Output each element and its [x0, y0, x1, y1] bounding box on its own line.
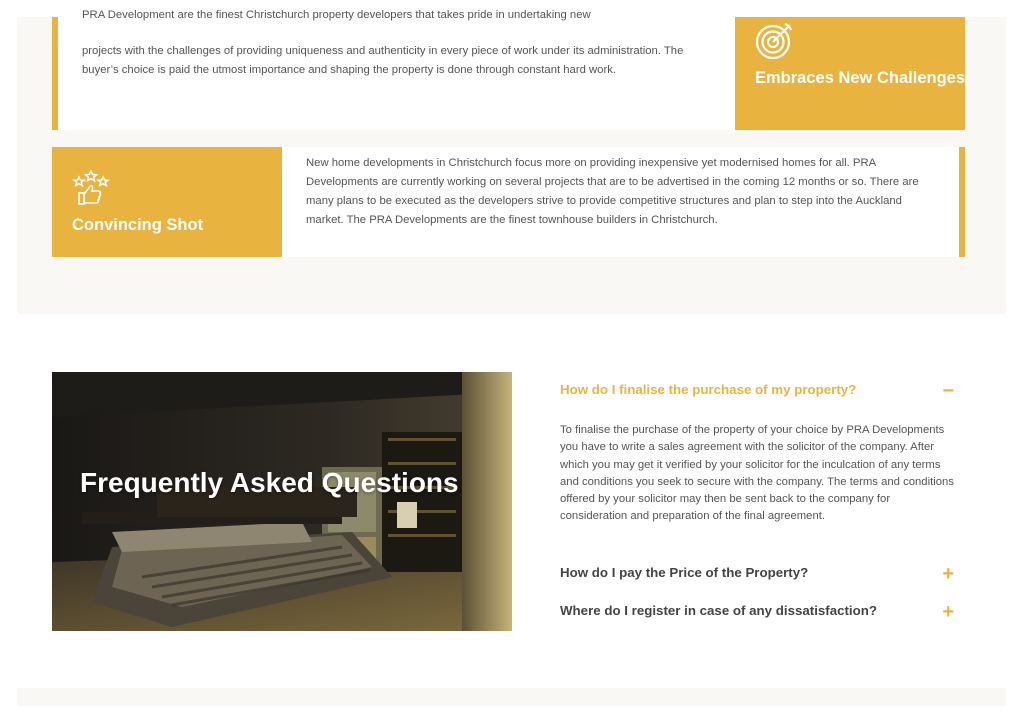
faq-heading: Frequently Asked Questions — [80, 467, 459, 498]
faq-question-register[interactable] — [560, 601, 960, 623]
card-accent-bar — [959, 147, 965, 257]
feature-description: New home developments in Christchurch focus more on providing inexpensive yet modernised homes for all. PRA Developments are currently working on several projects that are to be advertised in the coming 12 months or so. There are many plans to be executed as the developers strive to provide competitive structures and plan to step into the Auckland market. The PRA Developments are the finest townhouse builders in Christchurch. — [306, 157, 919, 226]
plus-icon[interactable]: + — [942, 601, 954, 623]
next-section — [17, 688, 1006, 706]
minus-icon[interactable]: − — [942, 380, 954, 402]
target-icon — [755, 21, 795, 61]
card-accent-bar — [52, 17, 58, 130]
plus-icon[interactable]: + — [942, 563, 954, 585]
cut-text-clip — [82, 5, 722, 31]
feature-title: Convincing Shot — [72, 216, 204, 234]
feature-card-convincing — [52, 147, 965, 257]
bedroom-photo — [52, 372, 512, 631]
feature-badge — [735, 17, 965, 130]
faq-question-finalise[interactable] — [560, 380, 960, 402]
feature-badge — [52, 147, 282, 257]
feature-title: Embraces New Challenges — [755, 69, 966, 87]
feature-card-challenges — [52, 9, 966, 130]
faq-banner-image — [52, 372, 512, 631]
faq-answer: To finalise the purchase of the property of your choice by PRA Developments you have to write a sales agreement with the solicitor of the company. After which you may get it verified by your solicitor for the inculcation of any terms and conditions you seek to secure with the company. The terms and conditions offered by your solicitor may then be sent back to the company for consideration and preparation of the final agreement. — [560, 424, 954, 523]
faq-question-text: How do I finalise the purchase of my property? — [560, 382, 857, 397]
thumbs-up-stars-icon — [72, 169, 110, 207]
faq-question-text: How do I pay the Price of the Property? — [560, 565, 809, 580]
faq-question-text: Where do I register in case of any dissatisfaction? — [560, 603, 877, 618]
feature-description: projects with the challenges of providing uniqueness and authenticity in every piece of work under its administration. The buyer’s choice is paid the utmost importance and shaping the property is done through constant hard work. — [82, 45, 684, 76]
cut-text-line: PRA Development are the finest Christchurch property developers that takes pride in undertaking new — [82, 9, 591, 21]
faq-question-pay[interactable] — [560, 563, 960, 585]
